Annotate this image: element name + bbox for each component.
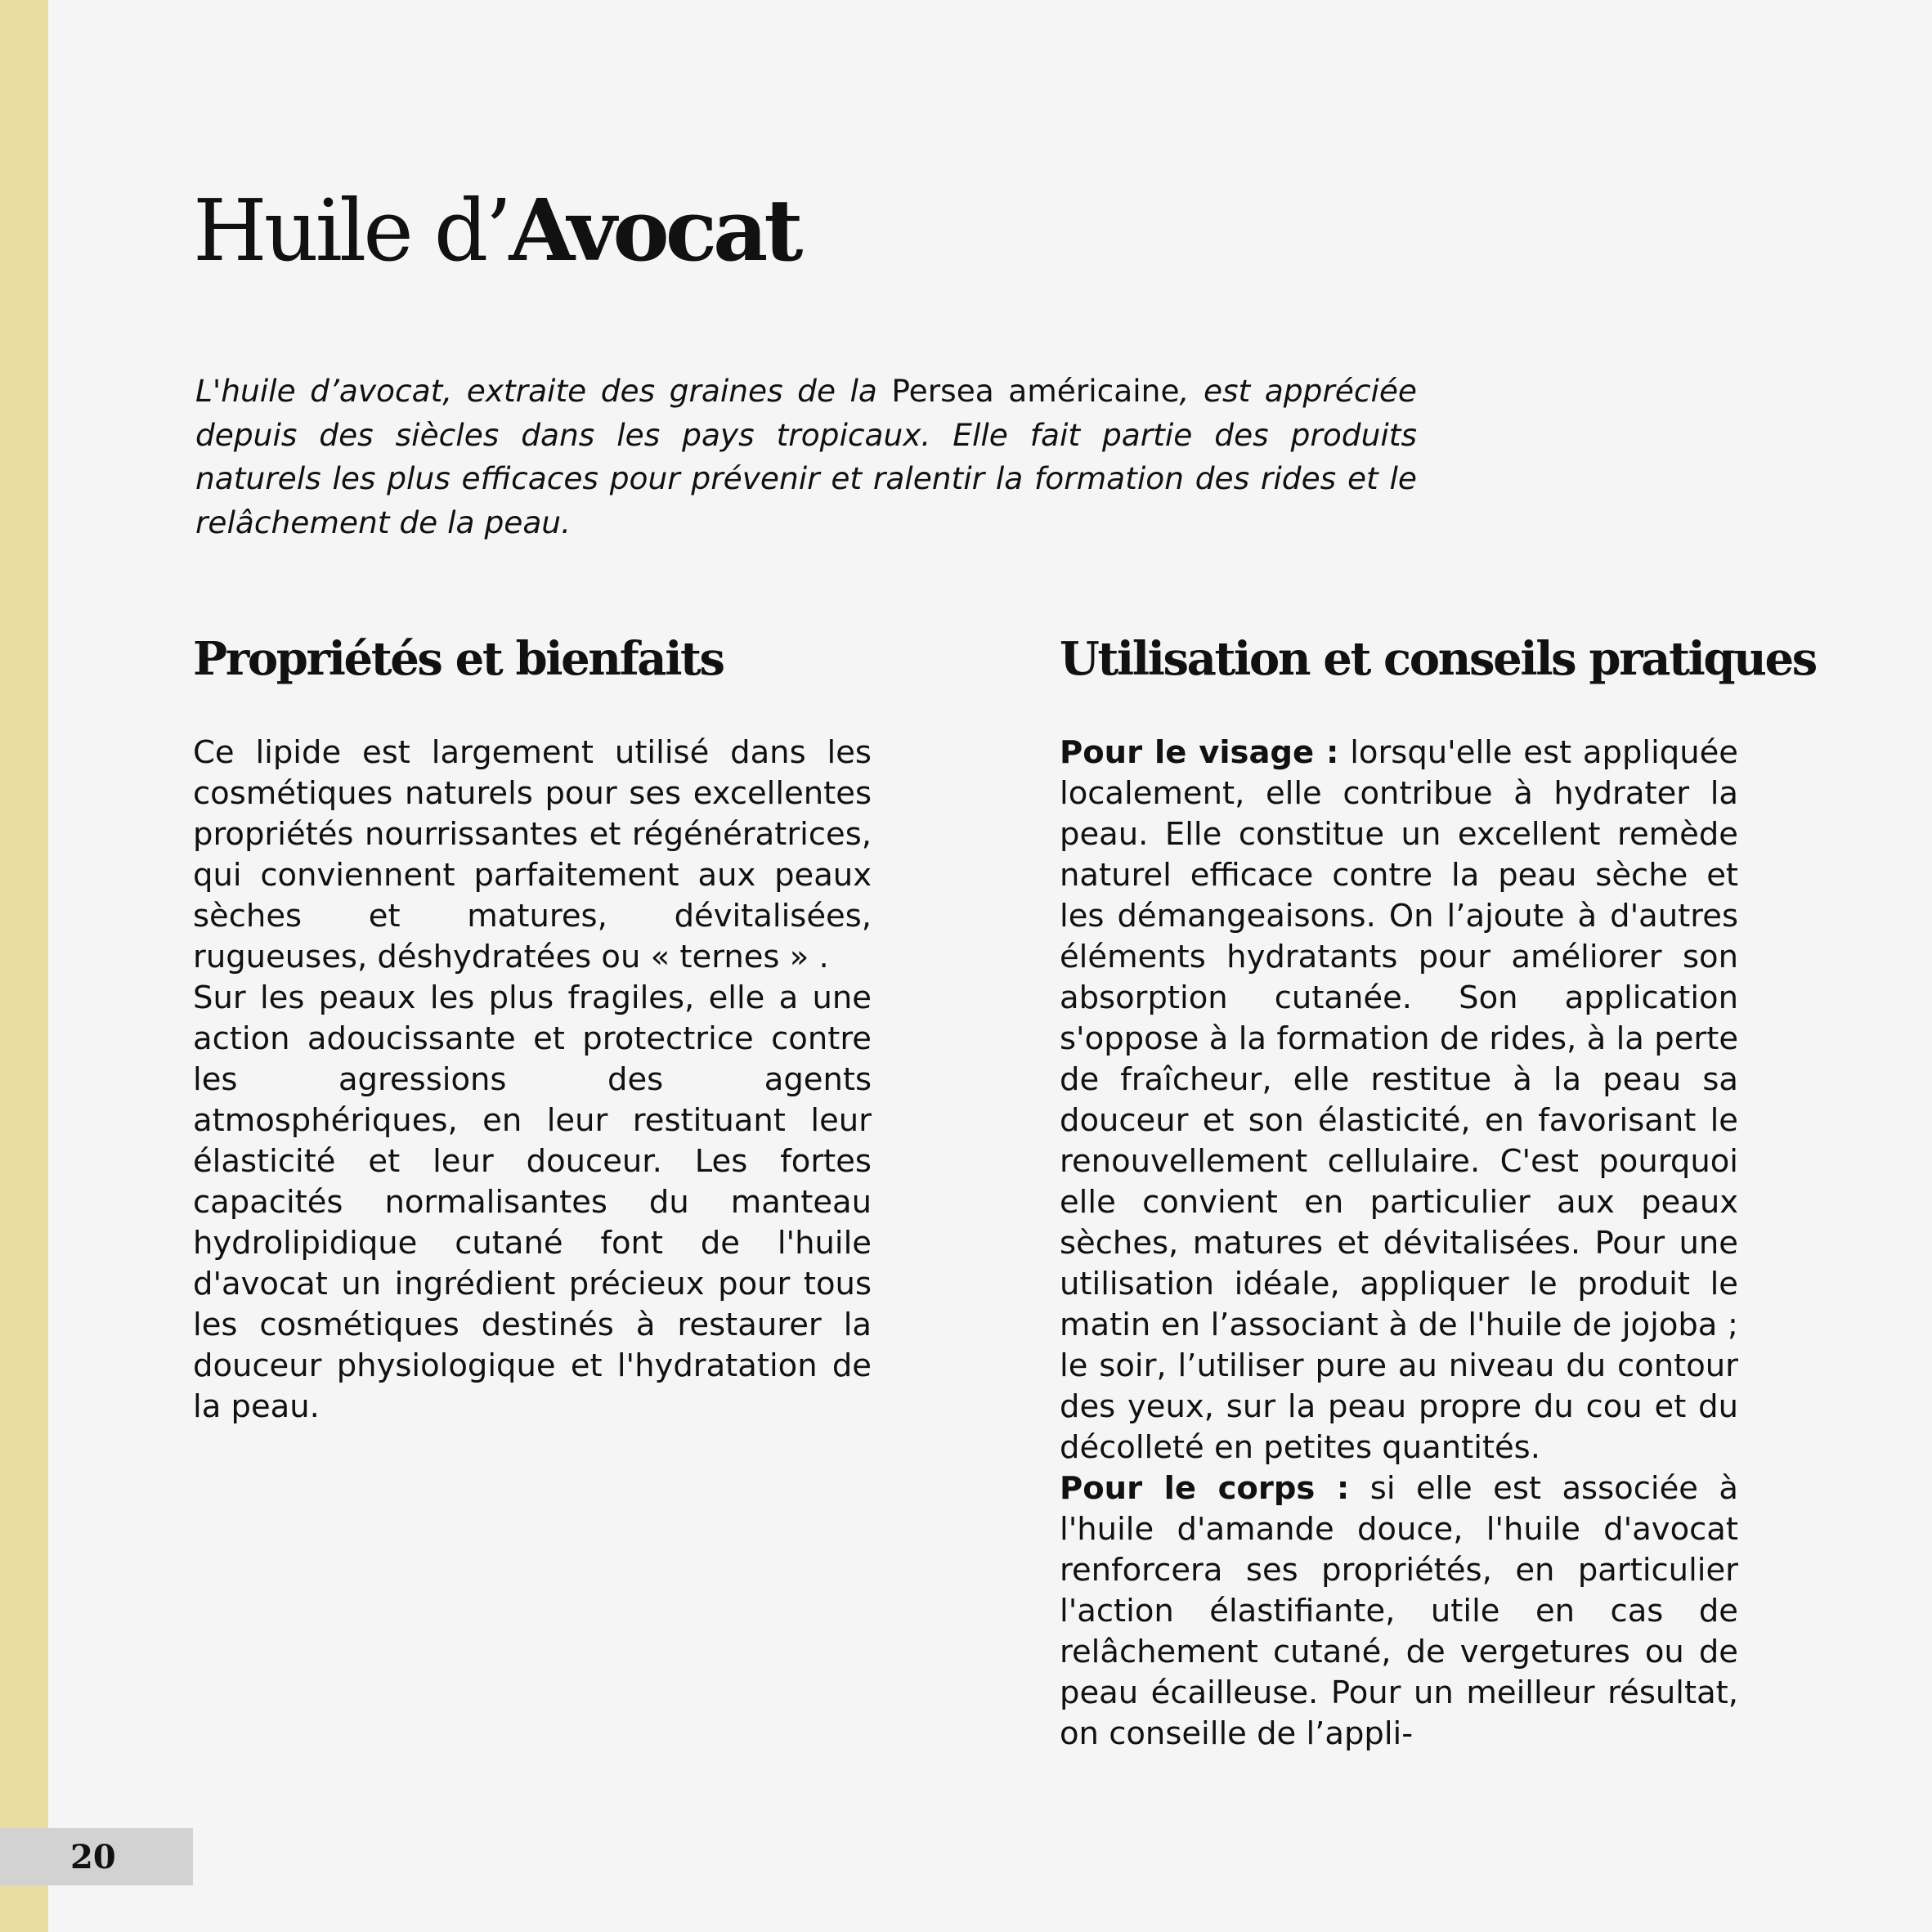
properties-text <box>193 733 872 1428</box>
body-text: si elle est associée à l'huile d'amande douce, l'huile d'avocat renforcera ses propriétés, en particulier l'action élastifiante, utile en cas de relâchement cutané, de vergetures ou de peau écailleuse. Pour un meilleur résultat, on conseille de l’appli- <box>1060 1470 1738 1752</box>
properties-paragraph-2: Sur les peaux les plus fragiles, elle a une action adoucissante et protectrice contre les agressions des agents atmosphériques, en leur restituant leur élasticité et leur douceur. Les fortes capacités normalisantes du manteau hydrolipidique cutané font de l'huile d'avocat un ingrédient précieux pour tous les cosmétiques destinés à restaurer la douceur physiologique et l'hydratation de la peau. <box>193 979 872 1425</box>
properties-heading: Propriétés et bienfaits <box>193 632 724 686</box>
usage-body-paragraph <box>1060 1468 1738 1755</box>
page-number: 20 <box>70 1838 116 1876</box>
intro-paragraph <box>195 370 1417 545</box>
title-light: Huile d’ <box>193 181 509 280</box>
body-label: Pour le corps : <box>1060 1470 1350 1507</box>
usage-text <box>1060 733 1738 1755</box>
usage-face-paragraph <box>1060 733 1738 1468</box>
properties-paragraph-1: Ce lipide est largement utilisé dans les cosmétiques naturels pour ses excellentes propriétés nourrissantes et régénératrices, qui conviennent parfaitement aux peaux sèches et matures, dévitalisées, rugueuses, déshydratées ou « ternes » . <box>193 734 872 975</box>
side-accent-bar <box>0 0 48 1932</box>
intro-part2: , est appréciée depuis des siècles dans les pays tropicaux. Elle fait partie des produits naturels les plus efficaces pour prévenir et ralentir la formation des rides et le relâchement de la peau. <box>195 373 1418 540</box>
title-bold: Avocat <box>509 180 800 280</box>
page-title <box>193 173 799 288</box>
usage-heading: Utilisation et conseils pratiques <box>1060 632 1816 686</box>
intro-emphasis: Persea américaine <box>891 373 1180 409</box>
face-text: lorsqu'elle est appliquée localement, elle contribue à hydrater la peau. Elle constitue un excellent remède naturel efficace contre la peau sèche et les démangeaisons. On l’ajoute à d'autres éléments hydratants pour améliorer son absorption cutanée. Son application s'oppose à la formation de rides, à la perte de fraîcheur, elle restitue à la peau sa douceur et son élasticité, en favorisant le renouvellement cellulaire. C'est pourquoi elle convient en particulier aux peaux sèches, matures et dévitalisées. Pour une utilisation idéale, appliquer le produit le matin en l’associant à de l'huile de jojoba ; le soir, l’utiliser pure au niveau du contour des yeux, sur la peau propre du cou et du décolleté en petites quantités. <box>1060 734 1738 1466</box>
face-label: Pour le visage : <box>1060 734 1339 771</box>
intro-part1: L'huile d’avocat, extraite des graines de la <box>195 373 892 409</box>
